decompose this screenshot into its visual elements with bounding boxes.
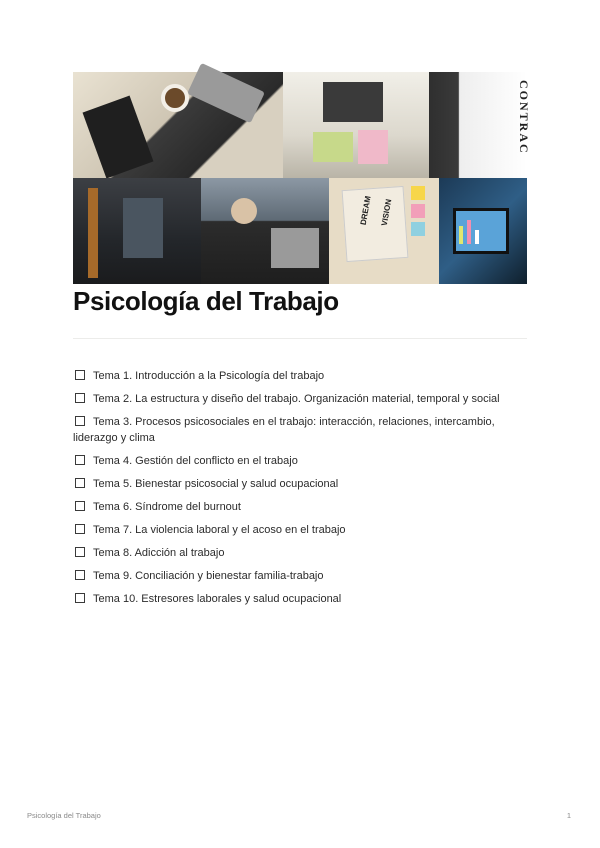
footer-doc-name: Psicología del Trabajo xyxy=(27,811,101,820)
cover-image xyxy=(73,72,531,284)
todo-item xyxy=(73,414,533,446)
divider xyxy=(73,338,527,339)
cover-tile-desk-laptop xyxy=(73,72,283,178)
cover-tile-sticky-notes xyxy=(283,72,429,178)
todo-item xyxy=(73,499,533,515)
todo-label: Tema 7. La violencia laboral y el acoso en el trabajo xyxy=(93,524,346,536)
todo-label: Tema 1. Introducción a la Psicología del trabajo xyxy=(93,370,325,382)
todo-item xyxy=(73,391,533,407)
todo-checkbox[interactable] xyxy=(75,570,85,580)
todo-checkbox[interactable] xyxy=(75,593,85,603)
footer-page-number: 1 xyxy=(566,811,571,820)
todo-checkbox[interactable] xyxy=(75,455,85,465)
cover-board-dream: DREAM xyxy=(358,195,373,226)
todo-item xyxy=(73,591,533,607)
cover-contract-text: CONTRAC xyxy=(517,80,531,155)
cover-tile-vision-board xyxy=(329,178,439,284)
todo-label: Tema 5. Bienestar psicosocial y salud ocupacional xyxy=(93,478,339,490)
todo-label: Tema 9. Conciliación y bienestar familia-trabajo xyxy=(93,570,324,582)
todo-checkbox[interactable] xyxy=(75,478,85,488)
todo-item xyxy=(73,545,533,561)
todo-item xyxy=(73,522,533,538)
todo-label: Tema 6. Síndrome del burnout xyxy=(93,501,241,513)
page-title: Psicología del Trabajo xyxy=(73,286,339,316)
cover-tile-woman-laptop xyxy=(201,178,329,284)
todo-list xyxy=(73,368,533,614)
cover-tile-contract xyxy=(429,72,531,178)
todo-checkbox[interactable] xyxy=(75,370,85,380)
todo-label: Tema 10. Estresores laborales y salud ocupacional xyxy=(93,593,342,605)
todo-checkbox[interactable] xyxy=(75,393,85,403)
todo-checkbox[interactable] xyxy=(75,524,85,534)
todo-item xyxy=(73,568,533,584)
todo-label: Tema 8. Adicción al trabajo xyxy=(93,547,225,559)
todo-item xyxy=(73,453,533,469)
todo-label: Tema 4. Gestión del conflicto en el trabajo xyxy=(93,455,298,467)
todo-item xyxy=(73,476,533,492)
todo-checkbox[interactable] xyxy=(75,547,85,557)
todo-checkbox[interactable] xyxy=(75,416,85,426)
cover-board-vision: VISION xyxy=(379,198,394,227)
todo-label: Tema 3. Procesos psicosociales en el trabajo: interacción, relaciones, intercambio, liderazgo y clima xyxy=(73,416,495,444)
todo-label: Tema 2. La estructura y diseño del trabajo. Organización material, temporal y social xyxy=(93,393,500,405)
cover-tile-monitor xyxy=(439,178,527,284)
todo-item xyxy=(73,368,533,384)
todo-checkbox[interactable] xyxy=(75,501,85,511)
cover-tile-office xyxy=(73,178,201,284)
